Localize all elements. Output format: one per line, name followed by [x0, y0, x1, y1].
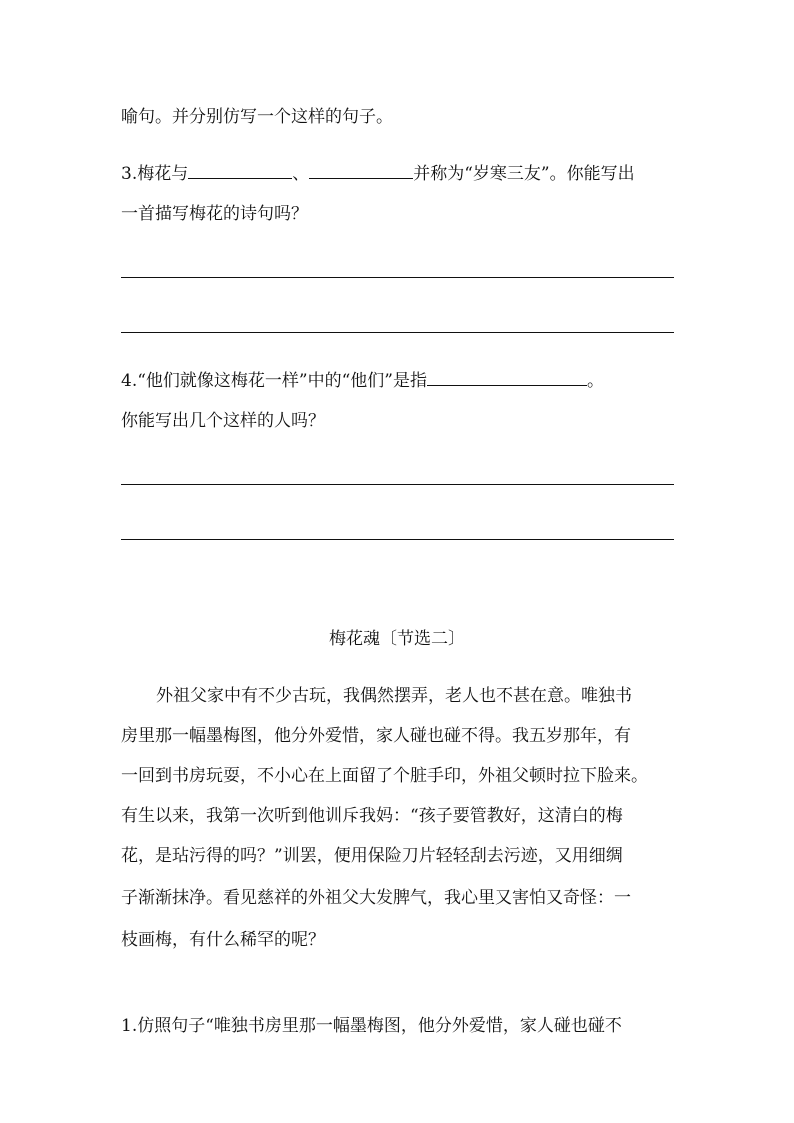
- question-4-line-1: [121, 367, 604, 393]
- passage-line: 一回到书房玩耍，不小心在上面留了个脏手印，外祖父顿时拉下脸来。: [121, 766, 648, 786]
- q3-suffix: 并称为“岁寒三友”。你能写出: [413, 164, 635, 184]
- q3-blank-2[interactable]: [309, 160, 413, 179]
- q3-separator: 、: [292, 164, 310, 184]
- passage-title: 梅花魂〔节选二〕: [329, 629, 465, 649]
- answer-line-q3-1[interactable]: [121, 277, 674, 278]
- passage-line: 外祖父家中有不少古玩，我偶然摆弄，老人也不甚在意。唯独书: [156, 686, 632, 706]
- q4-prefix: 4.“他们就像这梅花一样”中的“他们”是指: [121, 371, 427, 391]
- q4-blank[interactable]: [427, 367, 587, 386]
- answer-line-q3-2[interactable]: [121, 332, 674, 333]
- passage-line: 有生以来，我第一次听到他训斥我妈：“孩子要管教好，这清白的梅: [121, 806, 623, 826]
- passage-line: 房里那一幅墨梅图，他分外爱惜，家人碰也碰不得。我五岁那年，有: [121, 726, 631, 746]
- q2-continuation: 喻句。并分别仿写一个这样的句子。: [121, 107, 393, 127]
- passage-line: 枝画梅，有什么稀罕的呢？: [121, 930, 325, 950]
- answer-line-q4-1[interactable]: [121, 484, 674, 485]
- q3-blank-1[interactable]: [188, 160, 292, 179]
- question-1-line-1: 1.仿照句子“唯独书房里那一幅墨梅图，他分外爱惜，家人碰也碰不: [121, 1016, 622, 1036]
- question-4-line-2: 你能写出几个这样的人吗？: [121, 411, 325, 431]
- question-3-line-2: 一首描写梅花的诗句吗？: [121, 204, 308, 224]
- passage-line: 花，是玷污得的吗？”训罢，便用保险刀片轻轻刮去污迹，又用细绸: [121, 846, 623, 866]
- q4-suffix: 。: [586, 371, 604, 391]
- question-3-line-1: [121, 160, 635, 186]
- q3-prefix: 3.梅花与: [121, 164, 189, 184]
- passage-line: 子渐渐抹净。看见慈祥的外祖父大发脾气，我心里又害怕又奇怪：一: [121, 888, 631, 908]
- answer-line-q4-2[interactable]: [121, 539, 674, 540]
